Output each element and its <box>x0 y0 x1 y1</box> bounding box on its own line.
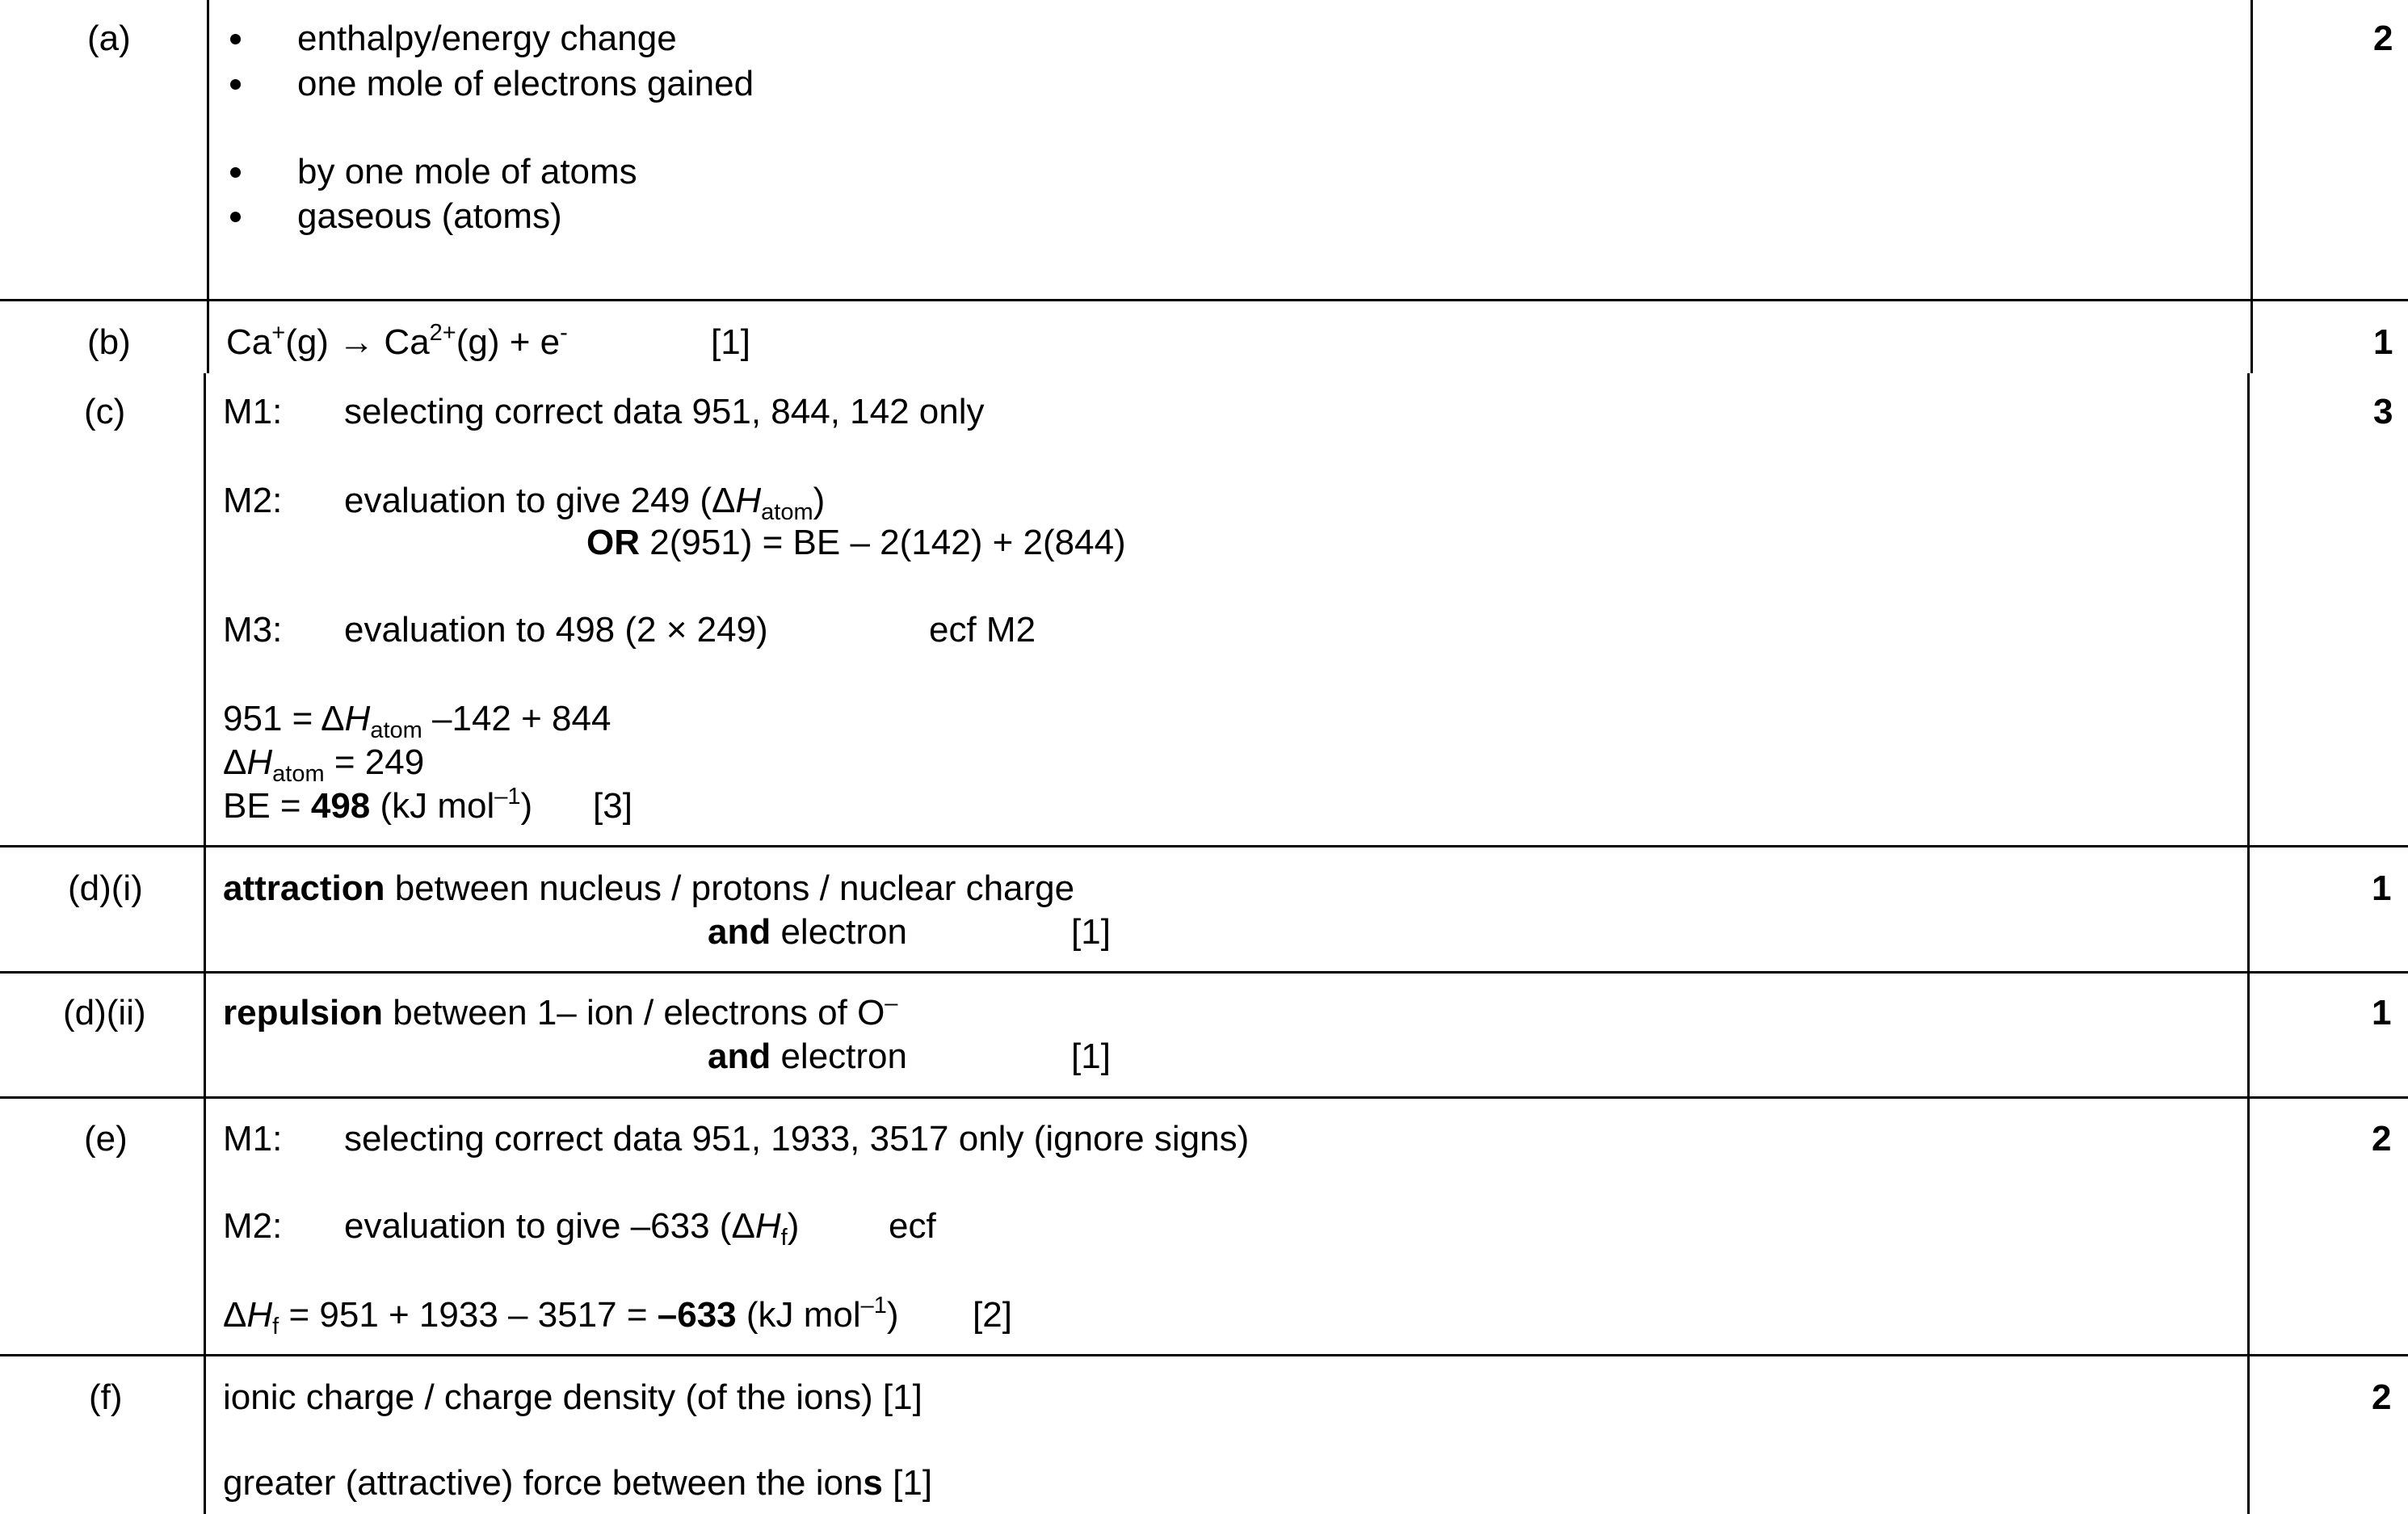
column-divider-right-top <box>2250 0 2253 373</box>
row-a-marks: 2 <box>2373 19 2393 58</box>
row-c-m3-label: M3: <box>223 610 283 650</box>
row-e-m1-label: M1: <box>223 1119 283 1159</box>
row-c-m2-label: M2: <box>223 481 283 520</box>
row-a-bullet-1: enthalpy/energy change <box>297 19 677 58</box>
row-f-label: (f) <box>89 1377 123 1417</box>
row-b-label: (b) <box>87 322 131 362</box>
row-dii-text: repulsion between 1– ion / electrons of O– <box>223 990 898 1032</box>
row-divider-c-di <box>0 845 2408 847</box>
column-divider-right <box>2247 373 2250 1514</box>
row-dii-mark-bracket: [1] <box>1071 1037 1111 1076</box>
row-di-text: attraction between nucleus / protons / nuclear charge <box>223 868 1075 908</box>
row-f-line-2: greater (attractive) force between the ions [1] <box>223 1463 933 1503</box>
row-c-working-1: $951 = \Delta H_{atom}$ –142 + 844 <box>223 699 611 743</box>
bullet-icon <box>230 34 241 44</box>
row-c-working-3: BE = 498 (kJ mol$^{-1}$) <box>223 784 533 826</box>
row-c-label: (c) <box>84 392 126 431</box>
row-di-and-text: and electron <box>708 912 907 952</box>
row-divider-a-b <box>0 299 2408 301</box>
row-e-m2-label: M2: <box>223 1206 283 1246</box>
row-a-label: (a) <box>87 19 131 58</box>
row-b-marks: 1 <box>2373 322 2393 362</box>
row-c-m2-text: evaluation to give 249 $(\Delta H_{atom})$ <box>344 481 826 525</box>
column-divider-left-top <box>207 0 209 373</box>
row-c-mark-bracket: [3] <box>593 786 632 826</box>
column-divider-left <box>204 373 206 1514</box>
row-c-m3-ecf: ecf M2 <box>929 610 1036 650</box>
row-c-m1-label: M1: <box>223 392 283 431</box>
row-di-marks: 1 <box>2372 868 2392 908</box>
row-c-marks: 3 <box>2373 392 2393 431</box>
row-e-m2-text: evaluation to give –633 $(\Delta H_f)$ <box>344 1206 800 1251</box>
row-dii-marks: 1 <box>2372 993 2392 1032</box>
row-c-m1-text: selecting correct data 951, 844, 142 only <box>344 392 985 431</box>
row-b-equation: $Ca^+(g) \to Ca^{2+}(g) + e^-$ <box>226 320 568 362</box>
row-e-m2-ecf: ecf <box>889 1206 936 1246</box>
row-divider-e-f <box>0 1354 2408 1356</box>
row-e-label: (e) <box>84 1119 128 1159</box>
row-di-mark-bracket: [1] <box>1071 912 1111 952</box>
row-dii-label: (d)(ii) <box>63 993 146 1032</box>
row-e-mark-bracket: [2] <box>973 1295 1012 1335</box>
row-e-m1-text: selecting correct data 951, 1933, 3517 only (ignore signs) <box>344 1119 1250 1159</box>
row-f-line-1: ionic charge / charge density (of the ions) [1] <box>223 1377 922 1417</box>
row-c-working-2: $\Delta H_{atom} = 249$ <box>223 742 425 787</box>
row-di-label: (d)(i) <box>68 868 143 908</box>
row-e-working: $\Delta H_f = 951 + 1933 - 3517 = -633$ (kJ mol$^{-1}$) <box>223 1293 899 1339</box>
bullet-icon <box>230 79 241 90</box>
row-divider-dii-e <box>0 1096 2408 1099</box>
row-a-bullet-3: by one mole of atoms <box>297 152 637 191</box>
bullet-icon <box>230 167 241 178</box>
bullet-icon <box>230 212 241 222</box>
row-b-mark-bracket: [1] <box>711 322 750 362</box>
row-f-marks: 2 <box>2372 1377 2392 1417</box>
row-a-bullet-2: one mole of electrons gained <box>297 64 754 103</box>
row-e-marks: 2 <box>2372 1119 2392 1159</box>
row-c-m2-alternative: OR 2(951) = BE – 2(142) + 2(844) <box>586 523 1126 562</box>
row-a-bullet-4: gaseous (atoms) <box>297 196 562 236</box>
row-dii-and-text: and electron <box>708 1037 907 1076</box>
row-divider-di-dii <box>0 971 2408 974</box>
row-c-m3-text: evaluation to 498 (2 × 249) <box>344 610 768 650</box>
